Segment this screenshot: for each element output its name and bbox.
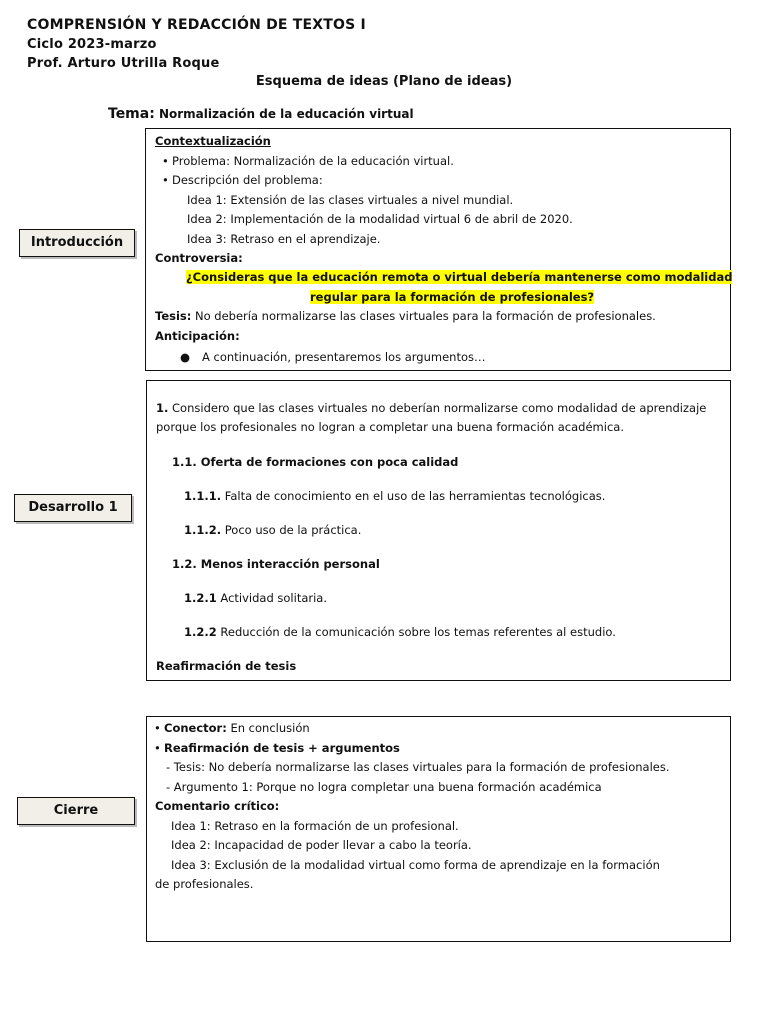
intro-idea-3: Idea 3: Retraso en el aprendizaje. [187, 232, 381, 246]
subpoint-1-1: 1.1. Oferta de formaciones con poca calidad [172, 455, 459, 469]
comentario-heading: Comentario crítico: [155, 799, 280, 813]
subpoint-1-2-2: 1.2.2 Reducción de la comunicación sobre los temas referentes al estudio. [184, 625, 616, 639]
subpoint-1-1-2: 1.1.2. Poco uso de la práctica. [184, 523, 362, 537]
cierre-idea-2: Idea 2: Incapacidad de poder llevar a cabo la teoría. [171, 838, 472, 852]
argument-line1: 1. Considero que las clases virtuales no deberían normalizarse como modalidad de aprendizaje [156, 401, 707, 415]
controversia-question-line1: ¿Consideras que la educación remota o virtual debería mantenerse como modalidad [186, 270, 733, 284]
cycle-label: Ciclo 2023-marzo [27, 37, 157, 52]
tesis-line: Tesis: No debería normalizarse las clases virtuales para la formación de profesionales. [155, 309, 656, 323]
contextualizacion-heading: Contextualización [155, 134, 271, 148]
document-title: Esquema de ideas (Plano de ideas) [255, 74, 513, 89]
anticipacion-heading: Anticipación: [155, 329, 240, 343]
reafirmacion-heading: Reafirmación de tesis [156, 659, 297, 673]
section-label-cierre: Cierre [17, 797, 135, 825]
section-label-desarrollo: Desarrollo 1 [14, 494, 132, 522]
controversia-heading: Controversia: [155, 251, 243, 265]
tema-label: Tema: [108, 106, 155, 122]
subpoint-1-2: 1.2. Menos interacción personal [172, 557, 380, 571]
anticipacion-item: ● A continuación, presentaremos los argumentos… [180, 350, 486, 364]
controversia-question-line2: regular para la formación de profesionales? [310, 290, 595, 304]
tema-line [108, 106, 414, 122]
tema-value: Normalización de la educación virtual [158, 107, 414, 121]
reafirmacion-argumentos-line: • Reafirmación de tesis + argumentos [154, 741, 400, 755]
cierre-argumento-line: - Argumento 1: Porque no logra completar una buena formación académica [166, 780, 602, 794]
cierre-tesis-line: - Tesis: No debería normalizarse las clases virtuales para la formación de profesionales. [166, 760, 670, 774]
cierre-idea-1: Idea 1: Retraso en la formación de un profesional. [171, 819, 459, 833]
cierre-idea-3-line2: de profesionales. [155, 877, 254, 891]
intro-idea-1: Idea 1: Extensión de las clases virtuales a nivel mundial. [187, 193, 514, 207]
cierre-idea-3-line1: Idea 3: Exclusión de la modalidad virtual como forma de aprendizaje en la formación [171, 858, 660, 872]
professor-name: Prof. Arturo Utrilla Roque [27, 56, 220, 71]
conector-line: • Conector: En conclusión [154, 721, 310, 735]
subpoint-1-2-1: 1.2.1 Actividad solitaria. [184, 591, 327, 605]
section-label-introduccion: Introducción [19, 229, 135, 257]
intro-idea-2: Idea 2: Implementación de la modalidad virtual 6 de abril de 2020. [187, 212, 573, 226]
problema-item: • Problema: Normalización de la educación virtual. [162, 154, 454, 168]
descripcion-item: • Descripción del problema: [162, 173, 323, 187]
course-title: COMPRENSIÓN Y REDACCIÓN DE TEXTOS I [27, 17, 366, 33]
argument-line2: porque los profesionales no logran a completar una buena formación académica. [156, 420, 624, 434]
subpoint-1-1-1: 1.1.1. Falta de conocimiento en el uso de las herramientas tecnológicas. [184, 489, 606, 503]
